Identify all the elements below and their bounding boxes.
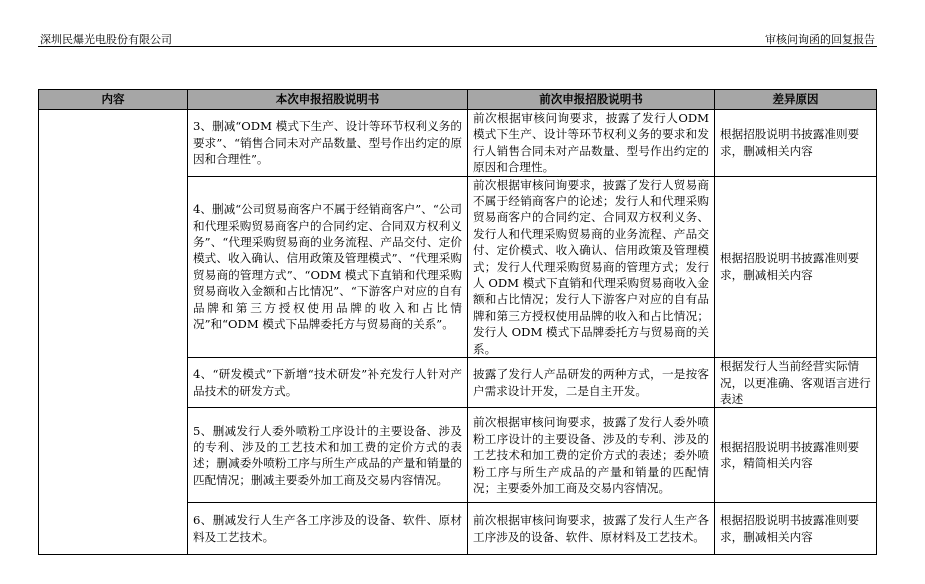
column-header-content: 内容 <box>39 90 188 110</box>
reason-cell: 根据招股说明书披露准则要求，删减相关内容 <box>715 503 877 555</box>
document-title: 审核问询函的回复报告 <box>765 33 875 46</box>
previous-cell: 披露了发行人产品研发的两种方式，一是按客户需求设计开发，二是自主开发。 <box>468 358 715 408</box>
content-cell <box>39 110 188 555</box>
column-header-previous: 前次申报招股说明书 <box>468 90 715 110</box>
current-cell: 4、“研发模式”下新增“技术研发”补充发行人针对产品技术的研发方式。 <box>188 358 468 408</box>
table-header-row <box>39 90 877 110</box>
comparison-table <box>38 89 877 555</box>
current-cell: 4、删减“公司贸易商客户不属于经销商客户”、“公司和代理采购贸易商客户的合同约定、合同双方权利义务”、“代理采购贸易商的业务流程、产品交付、定价模式、收入确认、信用政策及管理模式”、“代理采购贸易商的管理方式”、“ODM 模式下直销和代理采购贸易商收入金额和占比情况”、“下游客户对应的自有品牌和第三方授权使用品牌的收入和占比情况”和“ODM 模式下品牌委托方与贸易商的关系”。 <box>188 176 468 357</box>
previous-cell: 前次根据审核问询要求，披露了发行人ODM 模式下生产、设计等环节权利义务的要求和发行人销售合同未对产品数量、型号作出约定的原因和合理性。 <box>468 110 715 177</box>
reason-cell: 根据发行人当前经营实际情况，以更准确、客观语言进行表述 <box>715 358 877 408</box>
column-header-reason: 差异原因 <box>715 90 877 110</box>
current-cell: 5、删减发行人委外喷粉工序设计的主要设备、涉及的专利、涉及的工艺技术和加工费的定价方式的表述；删减委外喷粉工序与所生产成品的产量和销量的匹配情况；删减主要委外加工商及交易内容情况。 <box>188 408 468 503</box>
current-cell: 6、删减发行人生产各工序涉及的设备、软件、原材料及工艺技术。 <box>188 503 468 555</box>
reason-cell: 根据招股说明书披露准则要求，删减相关内容 <box>715 176 877 357</box>
company-name: 深圳民爆光电股份有限公司 <box>40 33 172 46</box>
column-header-current: 本次申报招股说明书 <box>188 90 468 110</box>
reason-cell: 根据招股说明书披露准则要求，精简相关内容 <box>715 408 877 503</box>
header-divider <box>38 46 877 47</box>
previous-cell: 前次根据审核问询要求，披露了发行人委外喷粉工序设计的主要设备、涉及的专利、涉及的工艺技术和加工费的定价方式的表述；委外喷粉工序与所生产成品的产量和销量的匹配情况；主要委外加工商及交易内容情况。 <box>468 408 715 503</box>
reason-cell: 根据招股说明书披露准则要求，删减相关内容 <box>715 110 877 177</box>
previous-cell: 前次根据审核问询要求，披露了发行人贸易商不属于经销商客户的论述；发行人和代理采购贸易商客户的合同约定、合同双方权利义务、发行人和代理采购贸易商的业务流程、产品交付、定价模式、收入确认、信用政策及管理模式；发行人代理采购贸易商的管理方式；发行人 ODM 模式下直销和代理采购贸易商收入金额和占比情况；发行人下游客户对应的自有品牌和第三方授权使用品牌的收入和占比情况；发行人 ODM 模式下品牌委托方与贸易商的关系。 <box>468 176 715 357</box>
table-row <box>39 110 877 177</box>
previous-cell: 前次根据审核问询要求，披露了发行人生产各工序涉及的设备、软件、原材料及工艺技术。 <box>468 503 715 555</box>
current-cell: 3、删减“ODM 模式下生产、设计等环节权利义务的要求”、“销售合同未对产品数量、型号作出约定的原因和合理性”。 <box>188 110 468 177</box>
